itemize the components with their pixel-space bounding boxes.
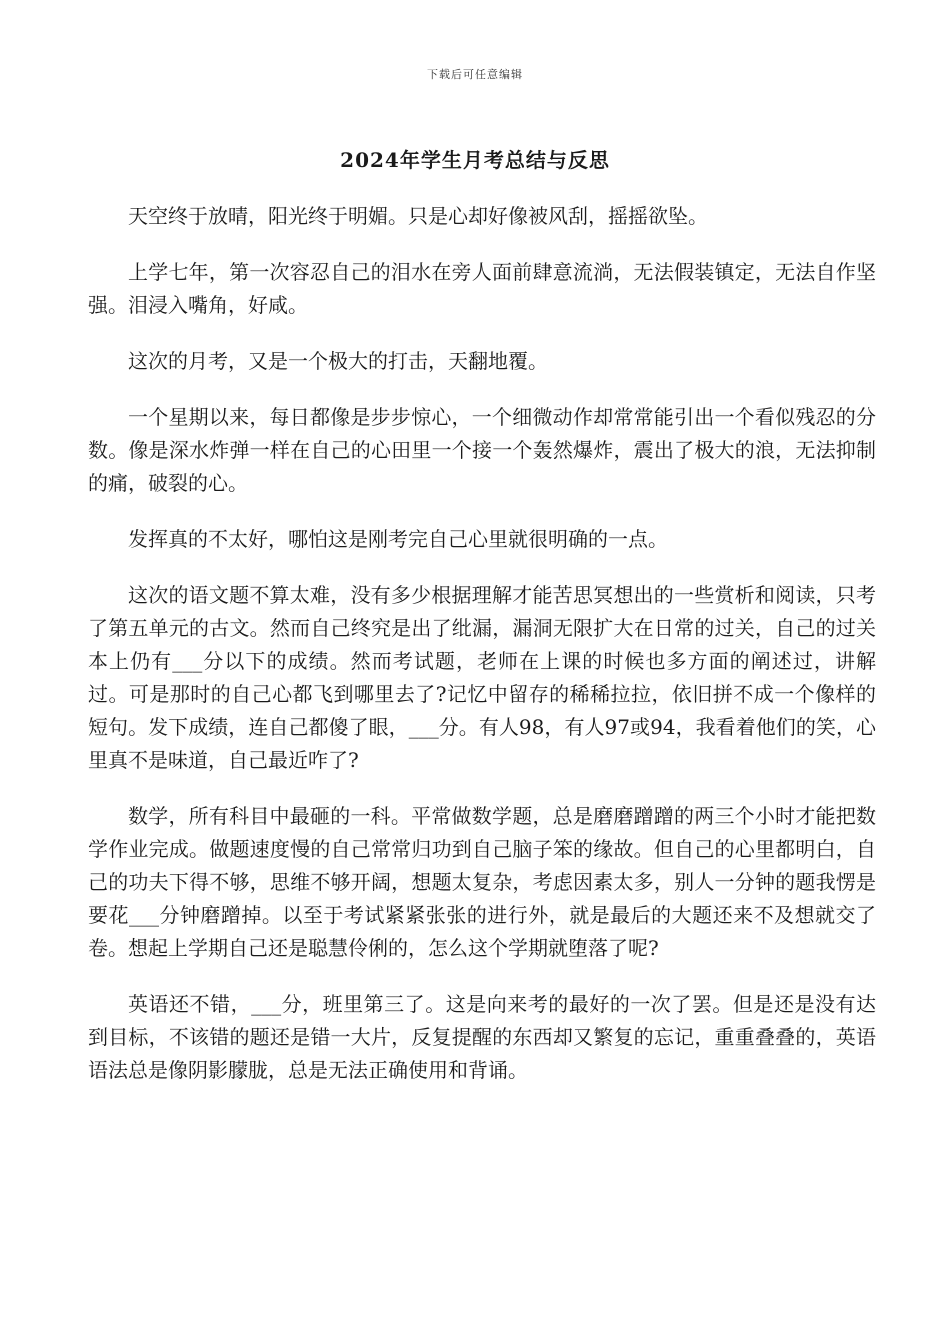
paragraph: 上学七年，第一次容忍自己的泪水在旁人面前肆意流淌，无法假装镇定，无法自作坚强。泪浸入嘴角，好咸。 (88, 260, 876, 317)
paragraph: 这次的月考，又是一个极大的打击，天翻地覆。 (128, 349, 548, 373)
document-title: 2024年学生月考总结与反思 (340, 148, 610, 172)
paragraph: 这次的语文题不算太难，没有多少根据理解才能苦思冥想出的一些赏析和阅读，只考了第五单元的古文。然而自己终究是出了纰漏，漏洞无限扩大在日常的过关，自己的过关本上仍有___分以下的成绩。然而考试题，老师在上课的时候也多方面的阐述过，讲解过。可是那时的自己心都飞到哪里去了?记忆中留存的稀稀拉拉，依旧拼不成一个像样的短句。发下成绩，连自己都傻了眼，___分。有人98，有人97或94，我看着他们的笑，心里真不是味道，自己最近咋了? (88, 583, 876, 772)
paragraph: 天空终于放晴，阳光终于明媚。只是心却好像被风刮，摇摇欲坠。 (128, 204, 708, 228)
document-body (88, 200, 876, 1110)
header-note: 下载后可任意编辑 (427, 68, 523, 81)
paragraph: 数学，所有科目中最砸的一科。平常做数学题，总是磨磨蹭蹭的两三个小时才能把数学作业完成。做题速度慢的自己常常归功到自己脑子笨的缘故。但自己的心里都明白，自己的功夫下得不够，思维不够开阔，想题太复杂，考虑因素太多，别人一分钟的题我愣是要花___分钟磨蹭掉。以至于考试紧紧张张的进行外，就是最后的大题还来不及想就交了卷。想起上学期自己还是聪慧伶俐的，怎么这个学期就堕落了呢? (88, 804, 876, 960)
paragraph: 发挥真的不太好，哪怕这是刚考完自己心里就很明确的一点。 (128, 527, 668, 551)
paragraph: 一个星期以来，每日都像是步步惊心，一个细微动作却常常能引出一个看似残忍的分数。像是深水炸弹一样在自己的心田里一个接一个轰然爆炸，震出了极大的浪，无法抑制的痛，破裂的心。 (88, 405, 876, 495)
paragraph: 英语还不错，___分，班里第三了。这是向来考的最好的一次了罢。但是还是没有达到目标，不该错的题还是错一大片，反复提醒的东西却又繁复的忘记，重重叠叠的，英语语法总是像阴影朦胧，总是无法正确使用和背诵。 (88, 992, 876, 1082)
